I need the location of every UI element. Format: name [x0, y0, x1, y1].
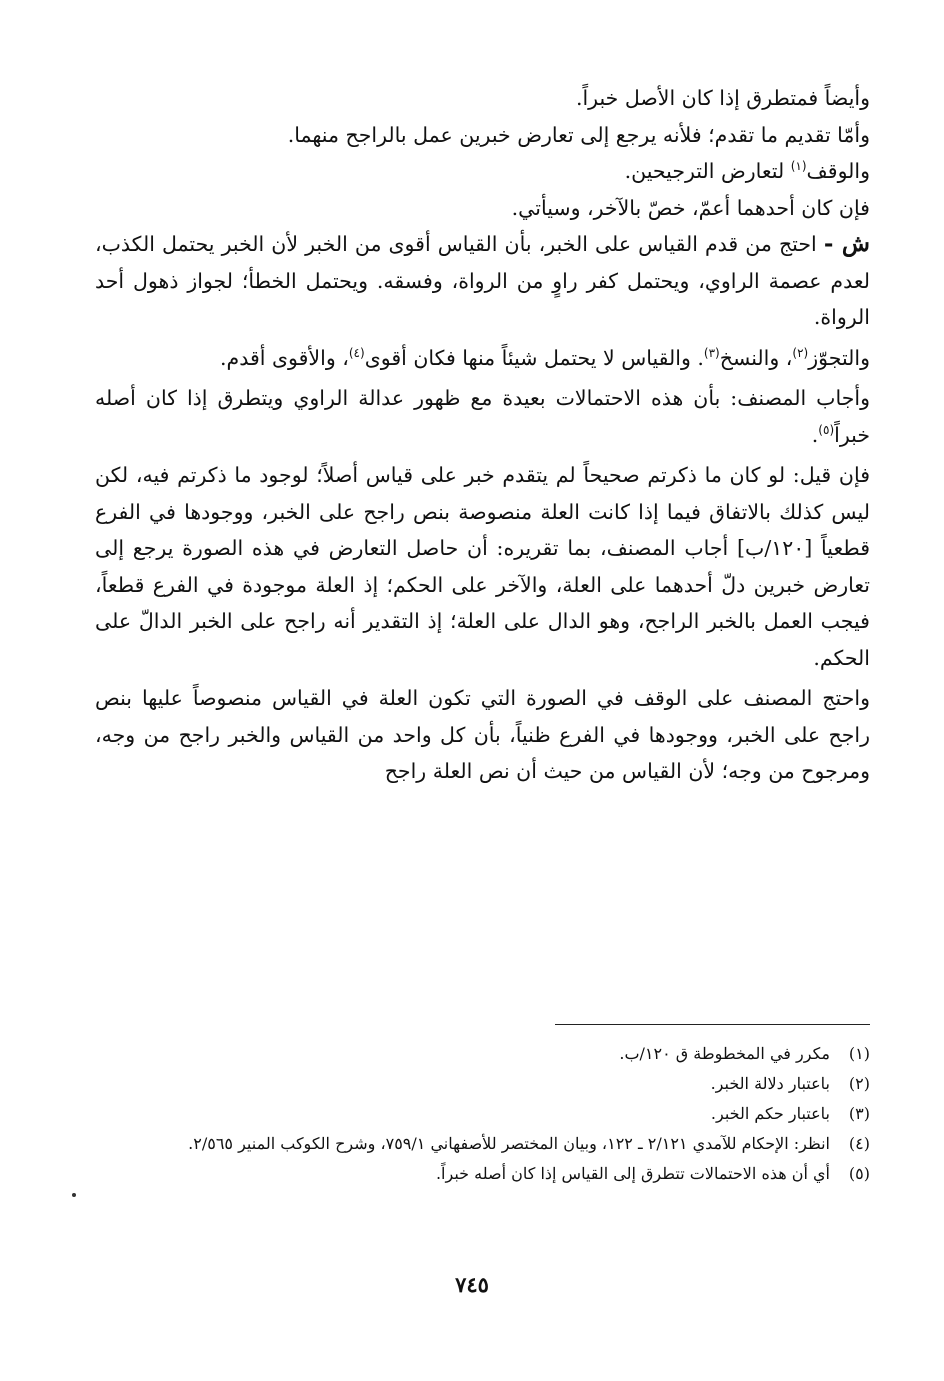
footnote-3	[150, 1100, 870, 1127]
footnote-separator	[555, 1024, 870, 1025]
footnote-5	[150, 1160, 870, 1187]
paragraph-6	[95, 340, 870, 377]
paragraph-6-a: والتجوّز	[808, 345, 870, 370]
paragraph-3	[95, 153, 870, 190]
footnote-1	[150, 1040, 870, 1067]
paragraph-4: فإن كان أحدهما أعمّ، خصّ بالآخر، وسيأتي.	[511, 195, 870, 220]
main-text	[95, 80, 870, 790]
paragraph-1: وأيضاً فمتطرق إذا كان الأصل خبراً.	[575, 86, 870, 110]
paragraph-7-b: .	[811, 422, 819, 447]
footnote-ref-4: (٤)	[348, 345, 365, 360]
footnote-text: باعتبار حكم الخبر.	[710, 1104, 830, 1123]
paragraph-7	[95, 380, 870, 453]
commentary-marker: ش -	[823, 230, 870, 257]
footnote-text: باعتبار دلالة الخبر.	[710, 1074, 830, 1093]
footnote-ref-3: (٣)	[703, 345, 720, 360]
paragraph-3-end: لتعارض الترجيحين.	[624, 159, 791, 183]
paragraph-8: فإن قيل: لو كان ما ذكرتم صحيحاً لم يتقدم خبر على قياس أصلاً؛ لوجود ما ذكرتم فيه، لكن ليس كذلك بالاتفاق فيما إذا كانت العلة منصوصة بنص راجح على الخبر، ووجودها في الفرع قطعياً [١٢٠/ب] أجاب المصنف، بما تقريره: أن حاصل التعارض في هذه الصورة يرجع إلى تعارض خبرين دلّ أحدهما على العلة، والآخر على الحكم؛ إذ العلة موجودة في الفرع قطعاً، فيجب العمل بالخبر الراجح، وهو الدال على العلة؛ إذ التقدير أنه راجح على الخبر الدالّ على الحكم.	[95, 463, 870, 670]
footnote-ref-1: (١)	[790, 159, 807, 174]
paragraph-9: واحتج المصنف على الوقف في الصورة التي تكون العلة في القياس منصوصاً عليها بنص راجح على الخبر، ووجودها في الفرع ظنياً، بأن كل واحد من القياس والخبر راجح من وجه، ومرجوح من وجه؛ لأن القياس من حيث أن نص العلة راجح	[95, 686, 870, 783]
footnote-number: (٤)	[848, 1134, 870, 1153]
paragraph-3-start: والوقف	[806, 159, 870, 183]
paragraph-5	[95, 226, 870, 336]
footnote-number: (١)	[848, 1044, 870, 1063]
paragraph-6-b: ، والنسخ	[719, 345, 793, 370]
footnote-number: (٥)	[848, 1164, 870, 1183]
page-number: ٧٤٥	[455, 1272, 489, 1297]
footnote-text: انظر: الإحكام للآمدي ٢/١٢١ ـ ١٢٢، وبيان المختصر للأصفهاني ٧٥٩/١، وشرح الكوكب المنير ٢/٥٦٥.	[188, 1134, 830, 1153]
footnote-2	[150, 1070, 870, 1097]
footnote-text: مكرر في المخطوطة ق ١٢٠/ب.	[619, 1044, 830, 1063]
paragraph-2: وأمّا تقديم ما تقدم؛ فلأنه يرجع إلى تعارض خبرين عمل بالراجح منهما.	[287, 122, 870, 147]
footnote-text: أي أن هذه الاحتمالات تتطرق إلى القياس إذا كان أصله خبراً.	[435, 1164, 830, 1183]
footnote-4	[150, 1130, 870, 1157]
footnote-ref-2: (٢)	[792, 345, 809, 360]
paragraph-6-d: ، والأقوى أقدم.	[220, 345, 349, 370]
footnote-number: (٢)	[848, 1074, 870, 1093]
paragraph-7-a: وأجاب المصنف: بأن هذه الاحتمالات بعيدة مع ظهور عدالة الراوي ويتطرق إذا كان أصله خبراً	[95, 386, 870, 447]
footnote-number: (٣)	[848, 1104, 870, 1123]
paragraph-5-text: احتج من قدم القياس على الخبر، بأن القياس أقوى من الخبر لأن الخبر يحتمل الكذب، لعدم عصمة الراوي، ويحتمل كفر راوٍ من الرواة، وفسقه. ويحتمل الخطأ؛ لجواز ذهول أحد الرواة.	[95, 232, 870, 329]
scan-speck	[72, 1193, 76, 1197]
page-body	[95, 80, 870, 794]
paragraph-6-c: . والقياس لا يحتمل شيئاً منها فكان أقوى	[364, 345, 704, 370]
footnotes	[150, 1040, 870, 1190]
footnote-ref-5: (٥)	[818, 422, 835, 437]
